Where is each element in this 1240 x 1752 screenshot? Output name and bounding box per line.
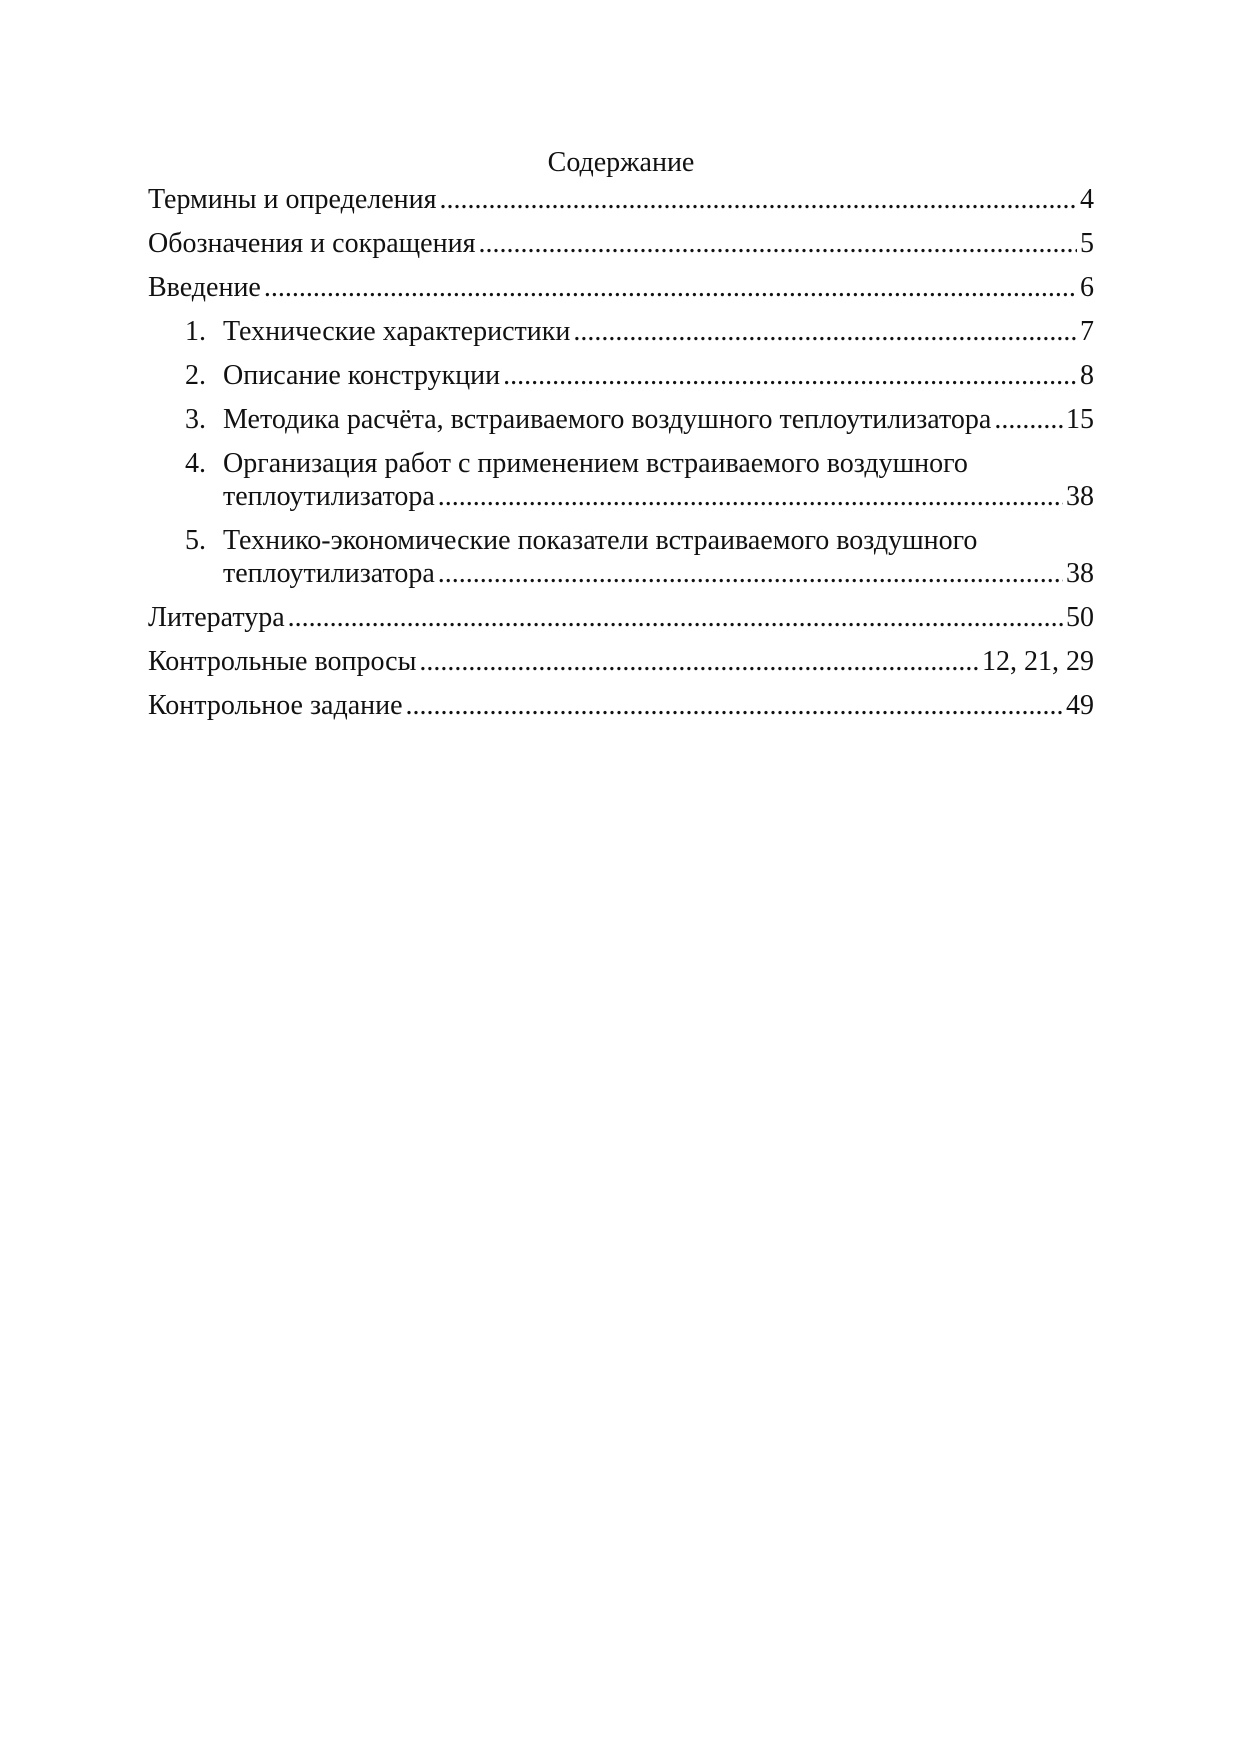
- toc-entry-abbreviations[interactable]: [148, 227, 1094, 260]
- toc-entry-label: Термины и определения: [148, 184, 437, 215]
- section-number: 1.: [185, 316, 206, 347]
- leader-dots: [573, 315, 1077, 348]
- toc-entry-literature[interactable]: [148, 601, 1094, 634]
- leader-dots: [264, 271, 1077, 304]
- section-number: 2.: [185, 360, 206, 391]
- toc-entry-label: Технические характеристики: [223, 316, 571, 347]
- toc-entry-label-line2: теплоутилизатора: [223, 481, 435, 512]
- toc-entry-label: Обозначения и сокращения: [148, 228, 476, 259]
- toc-entry-label: Методика расчёта, встраиваемого воздушного теплоутилизатора: [223, 404, 992, 435]
- leader-dots: [440, 183, 1078, 216]
- toc-entry-page: 49: [1066, 690, 1094, 721]
- toc-entry-label-line1: Технико-экономические показатели встраиваемого воздушного: [223, 525, 978, 556]
- toc-entry-terms[interactable]: [148, 183, 1094, 216]
- leader-dots: [503, 359, 1077, 392]
- toc-entry-page: 7: [1080, 316, 1094, 347]
- leader-dots: [419, 645, 979, 678]
- toc-entry-page: 50: [1066, 602, 1094, 633]
- toc-entry-page: 6: [1080, 272, 1094, 303]
- toc-entry-label: Контрольное задание: [148, 690, 403, 721]
- toc-entry-introduction[interactable]: [148, 271, 1094, 304]
- toc-entry-control-questions[interactable]: [148, 645, 1094, 678]
- leader-dots: [406, 689, 1063, 722]
- toc-section-5[interactable]: [148, 524, 1094, 590]
- toc-entry-label-line1: Организация работ с применением встраиваемого воздушного: [223, 448, 968, 479]
- toc-title: Содержание: [547, 147, 695, 178]
- toc-section-4[interactable]: [148, 447, 1094, 513]
- leader-dots: [438, 557, 1063, 590]
- toc-entry-label: Введение: [148, 272, 261, 303]
- leader-dots: [288, 601, 1063, 634]
- leader-dots: [478, 227, 1077, 260]
- toc-section-1[interactable]: [148, 315, 1094, 348]
- leader-dots: [438, 480, 1063, 513]
- toc-entry-page: 38: [1066, 481, 1094, 512]
- toc-entry-page: 15: [1066, 404, 1094, 435]
- toc-entry-page: 12, 21, 29: [982, 646, 1094, 677]
- toc-entry-label: Описание конструкции: [223, 360, 501, 391]
- toc-entry-label: Контрольные вопросы: [148, 646, 417, 677]
- toc-entry-page: 4: [1080, 184, 1094, 215]
- section-number: 5.: [185, 525, 206, 556]
- toc-section-3[interactable]: [148, 403, 1094, 436]
- section-number: 4.: [185, 448, 206, 479]
- toc-entry-page: 5: [1080, 228, 1094, 259]
- toc-entry-label: Литература: [148, 602, 285, 633]
- toc-entry-label-line2: теплоутилизатора: [223, 558, 435, 589]
- toc-entry-control-task[interactable]: [148, 689, 1094, 722]
- toc-section-2[interactable]: [148, 359, 1094, 392]
- leader-dots: [994, 403, 1063, 436]
- toc-entry-page: 8: [1080, 360, 1094, 391]
- table-of-contents: [148, 183, 1094, 733]
- toc-entry-page: 38: [1066, 558, 1094, 589]
- section-number: 3.: [185, 404, 206, 435]
